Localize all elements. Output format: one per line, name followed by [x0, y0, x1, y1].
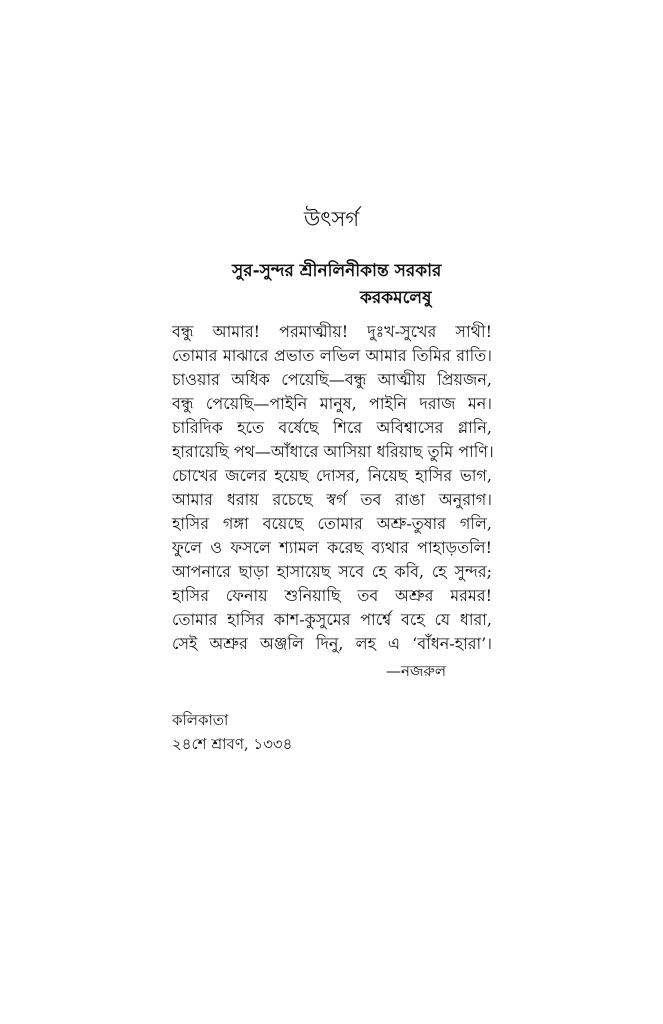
author-signature: —নজরুল	[386, 662, 447, 680]
poem-line: বন্ধু আমার! পরমাত্মীয়! দুঃখ-সুখের সাথী!	[172, 322, 492, 341]
poem-line: হাসির ফেনায় শুনিয়াছি তব অশ্রুর মরমর!	[172, 586, 492, 605]
poem-line: তোমার মাঝারে প্রভাত লভিল আমার তিমির রাতি।	[172, 346, 492, 365]
poem-line: হাসির গঙ্গা বয়েছে তোমার অশ্রু-তুষার গলি,	[172, 514, 492, 533]
place-of-writing: কলিকাতা	[172, 711, 229, 729]
poem-line: চাওয়ার অধিক পেয়েছি—বন্ধু আত্মীয় প্রিয়জন,	[172, 370, 492, 389]
poem-body	[172, 320, 492, 656]
poem-line: বন্ধু পেয়েছি—পাইনি মানুষ, পাইনি দরাজ মন।	[172, 394, 492, 413]
poem-line: সেই অশ্রুর অঞ্জলি দিনু, লহ এ ‘বাঁধন-হারা’।	[172, 634, 492, 653]
poem-line: তোমার হাসির কাশ-কুসুমের পার্শ্বে বহে যে ধারা,	[172, 610, 492, 629]
poem-line: আমার ধরায় রচেছে স্বর্গ তব রাঙা অনুরাগ।	[172, 490, 492, 509]
dedication-salutation: করকমলেষু	[360, 288, 432, 308]
poem-line: আপনারে ছাড়া হাসায়েছ সবে হে কবি, হে সুন্দর;	[172, 562, 492, 581]
poem-line: চারিদিক হতে বর্ষেছে শিরে অবিশ্বাসের গ্লানি,	[172, 418, 492, 437]
dedicatee-name: সুর-সুন্দর শ্রীনলিনীকান্ত সরকার	[232, 261, 442, 281]
poem-line: হারায়েছি পথ—আঁধারে আসিয়া ধরিয়াছ তুমি পাণি।	[172, 442, 494, 461]
page-title: উৎসর্গ	[303, 207, 360, 231]
date-of-writing: ২৪শে শ্রাবণ, ১৩৩৪	[172, 735, 293, 753]
poem-line: ফুলে ও ফসলে শ্যামল করেছ ব্যথার পাহাড়তলি!	[172, 538, 492, 557]
poem-line: চোখের জলের হয়েছ দোসর, নিয়েছ হাসির ভাগ,	[172, 466, 492, 485]
